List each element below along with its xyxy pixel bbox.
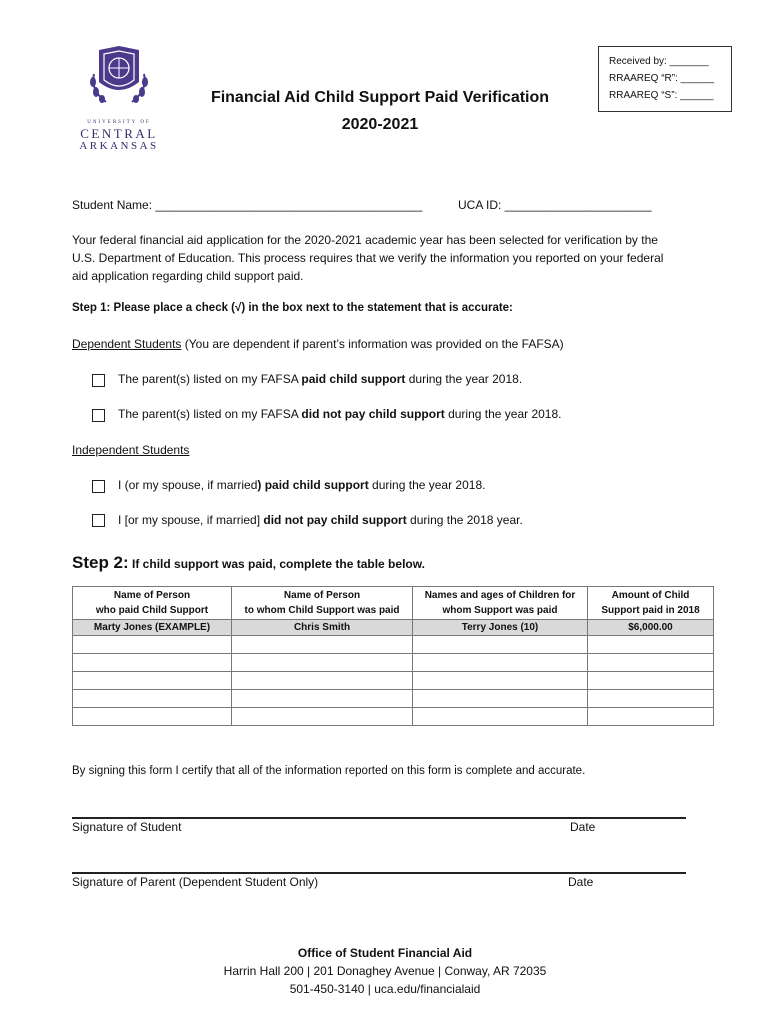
- table-header-row: [73, 587, 714, 620]
- table-cell-input[interactable]: [232, 654, 413, 672]
- independent-not-paid-statement: [118, 513, 523, 527]
- table-cell-input[interactable]: [588, 654, 714, 672]
- table-cell-input[interactable]: [588, 708, 714, 726]
- student-signature-label: Signature of Student: [72, 820, 182, 834]
- title-text: Financial Aid Child Support Paid Verification: [210, 89, 550, 106]
- statement-bold: ) paid child support: [257, 478, 369, 492]
- statement-text: during the year 2018.: [368, 478, 486, 492]
- received-by-label: Received by: _______: [609, 56, 709, 67]
- table-cell-input[interactable]: [588, 672, 714, 690]
- table-cell-input[interactable]: [232, 672, 413, 690]
- header-line: who paid Child Support: [95, 605, 209, 616]
- table-cell-input[interactable]: [413, 690, 588, 708]
- table-cell-input[interactable]: [232, 708, 413, 726]
- table-cell-input[interactable]: [73, 690, 232, 708]
- header-line: Support paid in 2018: [601, 605, 700, 616]
- intro-paragraph: Your federal financial aid application for the 2020-2021 academic year has been selected for verification by the U.S. Department of Education. This process requires that we verify the information you reported on your federal aid application regarding child support paid.: [72, 233, 664, 283]
- statement-text: during the 2018 year.: [406, 513, 523, 527]
- certification-statement: By signing this form I certify that all of the information reported on this form is complete and accurate.: [72, 765, 586, 777]
- dependent-not-paid-statement: [118, 407, 561, 421]
- table-row: [73, 672, 714, 690]
- independent-heading: Independent Students: [72, 443, 190, 457]
- dependent-not-paid-checkbox[interactable]: [92, 409, 105, 422]
- header-line: whom Support was paid: [442, 605, 558, 616]
- office-address: Harrin Hall 200 | 201 Donaghey Avenue | Conway, AR 72035: [223, 964, 547, 978]
- table-cell-input[interactable]: [588, 636, 714, 654]
- rraareq-r-label: RRAAREQ “R”: ______: [609, 73, 715, 84]
- table-cell-input[interactable]: [413, 672, 588, 690]
- statement-text: The parent(s) listed on my FAFSA: [118, 407, 302, 421]
- parent-date-label: Date: [568, 875, 594, 889]
- statement-bold: did not pay child support: [301, 407, 445, 421]
- title-year: 2020-2021: [341, 116, 419, 133]
- dependent-paid-checkbox[interactable]: [92, 374, 105, 387]
- step2-text: If child support was paid, complete the table below.: [128, 557, 425, 571]
- example-row: [73, 620, 714, 636]
- parent-signature-label: Signature of Parent (Dependent Student Only): [72, 875, 319, 889]
- table-cell-input[interactable]: [73, 636, 232, 654]
- statement-text: The parent(s) listed on my FAFSA: [118, 372, 302, 386]
- independent-not-paid-checkbox[interactable]: [92, 514, 105, 527]
- col-header-amount: [588, 587, 714, 620]
- student-signature-line[interactable]: [72, 817, 686, 819]
- student-name-field[interactable]: Student Name: ________________________________________: [72, 198, 423, 212]
- table-cell-input[interactable]: [232, 636, 413, 654]
- independent-paid-checkbox[interactable]: [92, 480, 105, 493]
- statement-text: I (or my spouse, if married: [118, 478, 258, 492]
- header-line: Names and ages of Children for: [424, 590, 576, 601]
- crest-icon: [74, 44, 164, 116]
- table-cell-input[interactable]: [588, 690, 714, 708]
- office-contact: 501-450-3140 | uca.edu/financialaid: [289, 982, 481, 996]
- table-cell-input[interactable]: [413, 708, 588, 726]
- table-cell-input[interactable]: [73, 708, 232, 726]
- logo-central: CENTRAL: [80, 126, 158, 141]
- table-row: [73, 654, 714, 672]
- statement-bold: did not pay child support: [263, 513, 407, 527]
- table-row: [73, 636, 714, 654]
- form-title: [170, 84, 590, 138]
- statement-bold: paid child support: [301, 372, 406, 386]
- col-header-payer: [73, 587, 232, 620]
- table-cell-input[interactable]: [73, 672, 232, 690]
- step2-label: Step 2:: [72, 553, 129, 572]
- dependent-note: (You are dependent if parent’s information was provided on the FAFSA): [181, 337, 564, 351]
- table-cell: Marty Jones (EXAMPLE): [73, 620, 232, 636]
- table-cell-input[interactable]: [413, 636, 588, 654]
- col-header-children: [413, 587, 588, 620]
- statement-text: during the year 2018.: [405, 372, 523, 386]
- table-row: [73, 690, 714, 708]
- table-cell-input[interactable]: [73, 654, 232, 672]
- header-line: Name of Person: [283, 590, 361, 601]
- dependent-paid-statement: [118, 372, 522, 386]
- statement-text: during the year 2018.: [444, 407, 562, 421]
- header-line: Name of Person: [113, 590, 191, 601]
- step1-heading: Step 1: Please place a check (√) in the box next to the statement that is accurate:: [72, 302, 513, 314]
- col-header-recipient: [232, 587, 413, 620]
- logo-university-of: UNIVERSITY OF: [87, 120, 151, 125]
- dependent-heading: Dependent Students: [72, 337, 182, 351]
- table-cell: Terry Jones (10): [413, 620, 588, 636]
- footer: [0, 944, 770, 998]
- statement-text: I [or my spouse, if married]: [118, 513, 264, 527]
- dependent-section-heading: [72, 337, 564, 351]
- header-line: to whom Child Support was paid: [244, 605, 400, 616]
- student-date-label: Date: [570, 820, 596, 834]
- step2-heading: [72, 553, 425, 573]
- table-row: [73, 708, 714, 726]
- table-cell-input[interactable]: [232, 690, 413, 708]
- independent-paid-statement: [118, 478, 485, 492]
- office-name: Office of Student Financial Aid: [297, 946, 473, 960]
- office-use-box: [598, 46, 732, 112]
- uca-id-field[interactable]: UCA ID: ______________________: [458, 198, 652, 212]
- logo-arkansas: ARKANSAS: [79, 140, 159, 152]
- parent-signature-line[interactable]: [72, 872, 686, 874]
- rraareq-s-label: RRAAREQ “S”: ______: [609, 90, 714, 101]
- table-cell: Chris Smith: [232, 620, 413, 636]
- table-cell-input[interactable]: [413, 654, 588, 672]
- university-logo: [74, 44, 164, 154]
- header-line: Amount of Child: [611, 590, 690, 601]
- child-support-table: [72, 586, 714, 726]
- table-cell: $6,000.00: [588, 620, 714, 636]
